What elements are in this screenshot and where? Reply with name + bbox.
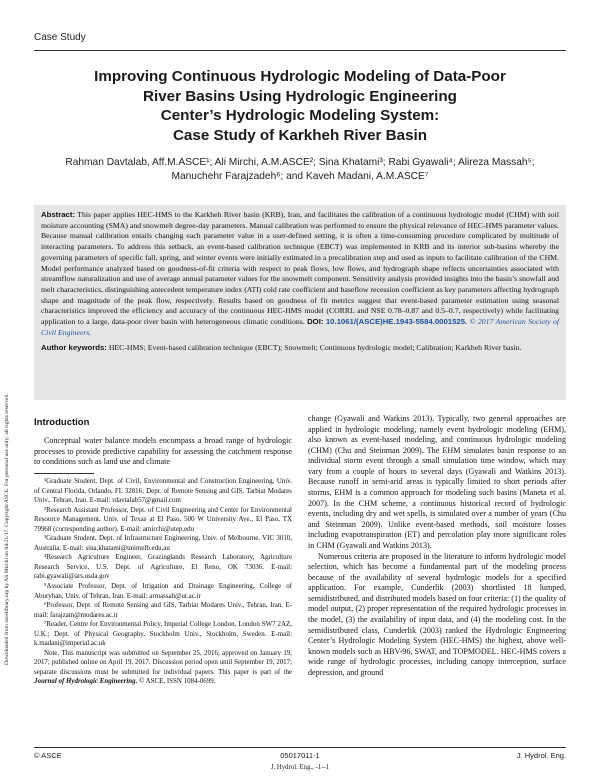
footer-copyright: © ASCE xyxy=(34,751,62,760)
introduction-heading: Introduction xyxy=(34,417,90,428)
note-text: Note. This manuscript was submitted on September 25, 2016; approved on January 19, 2017; published online on April 19, 2017. Discussion period open until September 19, 2017; separate discussions must be submitted for individual papers. This paper is part of the xyxy=(34,648,292,676)
footnotes xyxy=(34,477,292,687)
abstract-text: This paper applies HEC-HMS to the Karkheh River basin (KRB), Iran, and facilitates the calibration of a continuous hydrologic model (CHM) with soil moisture accounting (SMA) and snowmelt degree-day parameters. Manual calibration was performed to ensure the physical relevance of HEC-HMS parameter values. Because manual calibration entails changing each parameter value in a user-defined setting, it is often a time-consuming procedure complicated by multitude of interacting parameters. To address this setback, an event-based calibration technique (EBCT) was implemented in KRB and its interior sub-basins whereby the governing parameters of specific fall, spring, and winter events were initially estimated in a precalibration step and used as inputs to facilitate calibration of the CHM. Model performance analyzed based on goodness-of-fit criteria with respect to peak flows, low flows, and hydrograph shape reflects uncertainties associated with streamflow naturalization and use of average annual parameter values for the snowmelt component. Sensitivity analysis provided insights into the basin’s snowfall and melt characteristics, distinguishing antecedent temperature index (ATI) cold rate coefficient and baseflow recession coefficient as key parameters affecting hydrograph shape and magnitude of the peak flow, respectively. Results based on goodness of fit metrics suggest that event-based parameter estimation using seasonal characteristics improved the efficiency and accuracy of the continuous HEC-HMS model (CORRL and NSE 0.78–0.87 and 0.5–0.7, respectively) while facilitating application to a large, data-poor river basin with heterogeneous climatic conditions. xyxy=(41,210,559,327)
footnote: ⁶Professor, Dept. of Remote Sensing and GIS, Tarbiat Modares Univ., Tehran, Iran. E-mail: farajzam@modares.ac.ir xyxy=(34,601,292,619)
footer-article-number: 05017011-1 xyxy=(280,751,320,760)
paper-title xyxy=(40,67,560,145)
keywords-block xyxy=(41,343,559,354)
footnote: ⁷Reader, Centre for Environmental Policy, Imperial College London, London SW7 2AZ, U.K.; Dept. of Physical Geography, Stockholm Univ., Stockholm, Sweden. E-mail: k.madani@imperial.ac.uk xyxy=(34,620,292,648)
footnote: ⁴Research Agriculture Engineer, Grazinglands Research Laboratory, Agriculture Research Service, U.S. Dept. of Agriculture, El Reno, OK 73036. E-mail: rabi.gyawali@ars.usda.gov xyxy=(34,553,292,581)
header-rule xyxy=(34,50,566,51)
author-list xyxy=(34,156,566,184)
title-line: Center’s Hydrologic Modeling System: xyxy=(160,107,440,124)
footer-rule xyxy=(34,747,566,748)
author-line: Manuchehr Farajzadeh⁶; and Kaveh Madani, A.M.ASCE⁷ xyxy=(171,171,429,182)
footnote-rule xyxy=(34,473,94,474)
keywords-text: HEC-HMS; Event-based calibration technique (EBCT); Snowmelt; Continuous hydrologic model; Calibration; Karkheh River basin. xyxy=(108,342,522,352)
abstract-label: Abstract: xyxy=(41,210,76,219)
title-line: River Basins Using Hydrologic Engineering xyxy=(143,87,457,105)
submission-note xyxy=(34,649,292,687)
right-column xyxy=(308,414,566,678)
page-reference: J. Hydrol. Eng., -1--1 xyxy=(270,764,330,771)
section-label: Case Study xyxy=(34,32,86,43)
copyright-notice: © 2017 American Society of Civil Engineers. xyxy=(41,317,559,337)
footnote: ²Research Assistant Professor, Dept. of Civil Engineering and Center for Environmental Resource Management, Univ. of Texas at El Paso, 500 W University Ave., El Paso, TX 79968 (corresponding author). E-mail: amirchi@utep.edu xyxy=(34,505,292,533)
note-tail: , © ASCE, ISSN 1084-0699. xyxy=(135,677,216,686)
footnote: ¹Graduate Student, Dept. of Civil, Environmental and Construction Engineering, Univ. of Central Florida, Orlando, FL 32816; Dept. of Remote Sensing and GIS, Tarbiat Modares Univ., Tehran, Iran. E-mail: rdavtalab57@gmail.com xyxy=(34,477,292,505)
title-line: Case Study of Karkheh River Basin xyxy=(172,126,428,144)
title-line: Improving Continuous Hydrologic Modeling of Data-Poor xyxy=(94,68,506,85)
author-line: Rahman Davtalab, Aff.M.ASCE¹; Ali Mirchi, A.M.ASCE²; Sina Khatami³; Rabi Gyawali⁴; Alireza Massah⁵; xyxy=(65,157,535,168)
doi-label: DOI: xyxy=(307,317,324,327)
body-paragraph: Numerous criteria are proposed in the literature to inform hydrologic model selection, which has become a fundamental part of the modeling process because of the availability of several hydrologic models for a specified application. For example, Cunderlik (2003) shortlisted 18 lumped, semidistributed, and distributed models based on four criteria: (1) the quality of model output, (2) proper representation of the required hydrologic processes in the model, (3) the availability of input data, and (4) the modeling cost. In the semidistributed class, Cunderlik (2003) ranked the Hydrologic Engineering Center’s Hydrologic Modeling System (HEC-HMS) the highest, above well-known models such as HBV-96, SWAT, and TOPMODEL. HEC-HMS covers a wide range of hydrologic processes, including canopy interception, surface depression, and ground xyxy=(308,551,566,677)
footnote: ³Graduate Student, Dept. of Infrastructure Engineering, Univ. of Melbourne, VIC 3010, Australia. E-mail: sina.khatami@unimelb.edu.au xyxy=(34,534,292,552)
download-notice: Downloaded from ascelibrary.org by Ali Mirchi on 04/21/17. Copyright ASCE. For personal use only; all rights reserved. xyxy=(4,393,10,665)
footnote: ⁵Associate Professor, Dept. of Irrigation and Drainage Engineering, College of Aburyhan, Univ. of Tehran, Iran. E-mail: armassah@ut.ac.ir xyxy=(34,582,292,600)
journal-name: Journal of Hydrologic Engineering xyxy=(34,677,136,686)
doi-link[interactable]: 10.1061/(ASCE)HE.1943-5584.0001525. xyxy=(325,317,468,327)
body-paragraph: change (Gyawali and Watkins 2013). Typically, two general approaches are applied in hydrologic modeling, namely event hydrologic modeling (EHM), also known as event-based modeling, and continuous hydrologic modeling (CHM) (Chu and Steinman 2009). The EHM simulates basin response to an individual storm event through a small simulation time window, which may vary from a couple of hours to several days (Gyawali and Watkins 2013). Because runoff in semi-arid areas is typically limited to short periods after storms, EHM is a common approach for modeling such basins (Maneta et al. 2007). In the CHM scheme, a continuous historical record of hydrologic events, including dry and wet spells, is simulated over a number of years (Chu and Steinman 2009). Unlike event-based methods, soil moisture losses including evapotranspiration (ET) and percolation play more significant roles in CHM (Gyawali and Watkins 2013). xyxy=(308,414,566,550)
abstract-box xyxy=(34,205,566,400)
footer-journal: J. Hydrol. Eng. xyxy=(516,751,566,760)
keywords-label: Author keywords: xyxy=(41,342,107,352)
introduction-paragraph: Conceptual water balance models encompass a broad range of hydrologic processes to provide predictive capability for assessing the catchment response to conditions such as land use and climate xyxy=(34,436,292,466)
abstract-body xyxy=(41,210,559,339)
